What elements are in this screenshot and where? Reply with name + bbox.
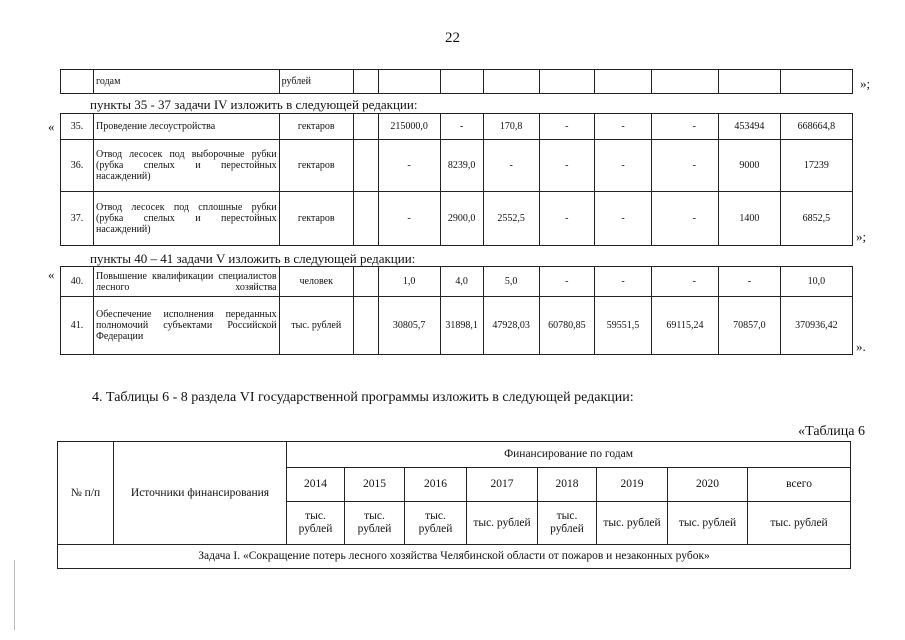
top-table-row xyxy=(60,69,853,94)
row-unit: человек xyxy=(279,267,353,297)
cell xyxy=(61,70,94,94)
scan-margin-line xyxy=(14,560,15,630)
year-header: всего xyxy=(748,468,851,502)
value-cell: - xyxy=(539,192,595,246)
year-header: 2014 xyxy=(287,468,345,502)
table-row xyxy=(61,140,853,192)
value-cell: - xyxy=(440,114,483,140)
header-number: № п/п xyxy=(58,442,114,545)
unit-cell: тыс. рублей xyxy=(405,502,467,545)
unit-cell: тыс. рублей xyxy=(668,502,748,545)
table-row xyxy=(61,192,853,246)
task-row: Задача I. «Сокращение потерь лесного хозяйства Челябинской области от пожаров и незаконных рубок» xyxy=(58,545,851,569)
open-quote: « xyxy=(48,119,55,134)
unit-cell: тыс. рублей xyxy=(345,502,405,545)
unit-cell: тыс. рублей xyxy=(538,502,597,545)
cell-unit: рублей xyxy=(279,70,353,94)
value-cell: 1,0 xyxy=(378,267,440,297)
value-cell: 31898,1 xyxy=(440,297,483,355)
value-cell: 215000,0 xyxy=(378,114,440,140)
cell-text: годам xyxy=(94,70,280,94)
row-number: 41. xyxy=(61,297,94,355)
value-cell: 1400 xyxy=(718,192,780,246)
open-quote: « xyxy=(48,267,55,282)
end-mark: »; xyxy=(860,76,871,91)
year-header: 2020 xyxy=(668,468,748,502)
table-row xyxy=(61,297,853,355)
header-sources: Источники финансирования xyxy=(114,442,287,545)
value-cell: 69115,24 xyxy=(651,297,718,355)
end-mark: ». xyxy=(856,339,866,354)
row-number: 37. xyxy=(61,192,94,246)
row-unit: тыс. рублей xyxy=(279,297,353,355)
row-text: Обеспечение исполнения переданных полномочий субъектами Российской Федерации xyxy=(94,297,280,355)
value-cell: - xyxy=(539,140,595,192)
instruction-line: пункты 35 - 37 задачи IV изложить в следующей редакции: xyxy=(90,97,418,112)
value-cell: - xyxy=(651,267,718,297)
end-mark: »; xyxy=(856,229,867,244)
value-cell: 8239,0 xyxy=(440,140,483,192)
value-cell: - xyxy=(651,114,718,140)
value-cell: 59551,5 xyxy=(595,297,652,355)
value-cell: 30805,7 xyxy=(378,297,440,355)
header-funding: Финансирование по годам xyxy=(287,442,851,468)
row-text: Проведение лесоустройства xyxy=(94,114,280,140)
instruction-line: пункты 40 – 41 задачи V изложить в следующей редакции: xyxy=(90,251,416,266)
year-header: 2017 xyxy=(467,468,538,502)
row-unit: гектаров xyxy=(279,114,353,140)
value-cell: 9000 xyxy=(718,140,780,192)
value-cell: - xyxy=(651,140,718,192)
value-cell: 2552,5 xyxy=(483,192,539,246)
value-cell: 17239 xyxy=(780,140,852,192)
unit-cell: тыс. рублей xyxy=(467,502,538,545)
row-text: Отвод лесосек под сплошные рубки (рубка спелых и перестойных насаждений) xyxy=(94,192,280,246)
row-number: 40. xyxy=(61,267,94,297)
value-cell: 453494 xyxy=(718,114,780,140)
value-cell: - xyxy=(595,114,652,140)
row-text: Повышение квалификации специалистов лесного хозяйства xyxy=(94,267,280,297)
value-cell: 170,8 xyxy=(483,114,539,140)
table-rows-40-41 xyxy=(60,266,853,355)
value-cell: 47928,03 xyxy=(483,297,539,355)
unit-cell: тыс. рублей xyxy=(287,502,345,545)
value-cell: 5,0 xyxy=(483,267,539,297)
table-row xyxy=(61,114,853,140)
value-cell: - xyxy=(378,140,440,192)
year-header: 2016 xyxy=(405,468,467,502)
value-cell: - xyxy=(539,267,595,297)
value-cell: 4,0 xyxy=(440,267,483,297)
value-cell: - xyxy=(651,192,718,246)
year-header: 2019 xyxy=(597,468,668,502)
row-text: Отвод лесосек под выборочные рубки (рубка спелых и перестойных насаждений) xyxy=(94,140,280,192)
value-cell: 370936,42 xyxy=(780,297,852,355)
value-cell: - xyxy=(595,267,652,297)
row-unit: гектаров xyxy=(279,140,353,192)
row-unit: гектаров xyxy=(279,192,353,246)
value-cell: - xyxy=(483,140,539,192)
value-cell: 668664,8 xyxy=(780,114,852,140)
value-cell: - xyxy=(595,140,652,192)
value-cell: 70857,0 xyxy=(718,297,780,355)
value-cell: - xyxy=(539,114,595,140)
value-cell: - xyxy=(595,192,652,246)
unit-cell: тыс. рублей xyxy=(597,502,668,545)
row-number: 35. xyxy=(61,114,94,140)
row-number: 36. xyxy=(61,140,94,192)
table-caption: «Таблица 6 xyxy=(798,424,865,439)
unit-cell: тыс. рублей xyxy=(748,502,851,545)
value-cell: 10,0 xyxy=(780,267,852,297)
table-row xyxy=(61,267,853,297)
value-cell: - xyxy=(378,192,440,246)
value-cell: - xyxy=(718,267,780,297)
page-number: 22 xyxy=(445,30,460,46)
value-cell: 6852,5 xyxy=(780,192,852,246)
year-header: 2015 xyxy=(345,468,405,502)
paragraph-4: 4. Таблицы 6 - 8 раздела VI государственной программы изложить в следующей редакции: xyxy=(92,390,634,405)
value-cell: 2900,0 xyxy=(440,192,483,246)
year-header: 2018 xyxy=(538,468,597,502)
table-rows-35-37 xyxy=(60,113,853,246)
table-6 xyxy=(57,441,851,569)
value-cell: 60780,85 xyxy=(539,297,595,355)
